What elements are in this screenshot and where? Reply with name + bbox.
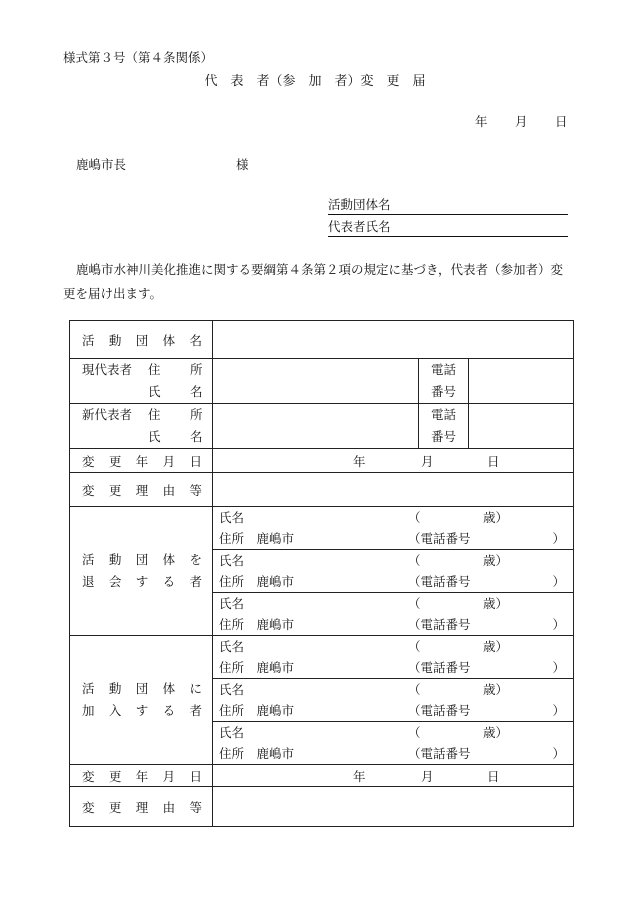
age-open: （ <box>408 510 421 525</box>
phone-close: ） <box>552 703 566 718</box>
phone-open: （電話番号 <box>408 617 471 632</box>
person-address-label: 住所 鹿嶋市 <box>219 531 295 546</box>
change-date-row <box>70 449 574 473</box>
label-char: 活 <box>82 332 95 348</box>
person-address-line <box>213 528 573 549</box>
age-open: （ <box>408 682 421 697</box>
month-label: 月 <box>421 453 434 469</box>
label-char: 月 <box>162 768 176 784</box>
label-char: 団 <box>135 332 149 348</box>
label-char: す <box>135 574 149 589</box>
phone-open: （電話番号 <box>408 746 471 761</box>
phone-open: （電話番号 <box>408 574 471 589</box>
document-title: 代 表 者（参 加 者）変 更 届 <box>204 74 426 89</box>
new-rep-row <box>70 404 574 449</box>
age-close: 歳） <box>483 596 509 611</box>
phone-close: ） <box>552 574 566 589</box>
org-name-label-cell <box>70 321 213 359</box>
day-label: 日 <box>487 768 500 784</box>
age-close: 歳） <box>483 510 509 525</box>
name-a: 氏 <box>148 384 161 399</box>
label-char: す <box>135 703 149 718</box>
person-name-label: 氏名 <box>219 639 245 654</box>
label-char: 者 <box>189 703 202 718</box>
rep-name-label: 代表者氏名 <box>328 219 391 234</box>
label-char: 会 <box>108 574 122 589</box>
label-char: 名 <box>189 332 202 348</box>
label-char: 体 <box>162 552 176 567</box>
label-char: 年 <box>135 768 149 784</box>
person-name-line <box>213 593 573 614</box>
address-a: 住 <box>148 407 161 422</box>
current-rep-text: 現代表者 <box>82 362 133 377</box>
label-char: 者 <box>189 574 202 589</box>
person-address-line <box>213 571 573 592</box>
change-reason-row <box>70 473 574 507</box>
org-name-label: 活動団体名 <box>328 197 391 212</box>
label-char: 変 <box>82 799 95 815</box>
body-text: 鹿嶋市水神川美化推進に関する要綱第４条第２項の規定に基づき，代表者（参加者）変更を届け出ます。 <box>63 262 564 301</box>
person-address-label: 住所 鹿嶋市 <box>219 703 295 718</box>
change-date-label-2 <box>70 765 213 787</box>
month-label: 月 <box>421 768 434 784</box>
phone-open: （電話番号 <box>408 703 471 718</box>
age-open: （ <box>408 639 421 654</box>
withdraw-row-1 <box>70 507 574 550</box>
label-char: 理 <box>135 482 149 498</box>
label-char: 更 <box>108 768 122 784</box>
label-char: 動 <box>108 681 122 696</box>
label-char: 月 <box>162 453 176 469</box>
rep-name-signature-line[interactable] <box>328 217 568 237</box>
current-phone-input[interactable] <box>469 359 574 404</box>
change-date-row-2 <box>70 765 574 787</box>
person-address-label: 住所 鹿嶋市 <box>219 617 295 632</box>
label-char: 更 <box>108 799 122 815</box>
date-day: 日 <box>555 114 568 129</box>
label-char: 年 <box>135 453 149 469</box>
phone-a: 電話 <box>430 407 456 422</box>
person-address-label: 住所 鹿嶋市 <box>219 660 295 675</box>
label-char: 更 <box>108 453 122 469</box>
person-name-line <box>213 550 573 571</box>
label-char: 体 <box>162 332 176 348</box>
current-phone-label <box>419 359 469 404</box>
withdraw-person-3[interactable] <box>213 593 574 636</box>
age-close: 歳） <box>483 639 509 654</box>
phone-b: 番号 <box>430 384 456 399</box>
person-name-label: 氏名 <box>219 510 245 525</box>
label-char: る <box>162 703 176 718</box>
year-label: 年 <box>353 453 366 469</box>
label-char: 由 <box>162 799 176 815</box>
age-close: 歳） <box>483 682 509 697</box>
change-date-label <box>70 449 213 473</box>
withdraw-label <box>70 507 213 636</box>
new-rep-text: 新代表者 <box>82 407 133 422</box>
current-rep-row <box>70 359 574 404</box>
form-number: 様式第３号（第４条関係） <box>63 50 214 65</box>
age-open: （ <box>408 725 421 740</box>
phone-close: ） <box>552 531 566 546</box>
phone-close: ） <box>552 660 566 675</box>
org-name-row <box>70 321 574 359</box>
change-form-table <box>69 320 574 827</box>
change-reason-row-2 <box>70 787 574 827</box>
new-phone-input[interactable] <box>469 404 574 449</box>
label-char: 退 <box>82 574 95 589</box>
phone-open: （電話番号 <box>408 531 471 546</box>
honorific: 様 <box>236 157 249 172</box>
person-address-line <box>213 700 573 721</box>
change-reason-label-2 <box>70 787 213 827</box>
org-name-input[interactable] <box>213 321 574 359</box>
label-char: 変 <box>82 453 95 469</box>
label-char: 団 <box>135 681 149 696</box>
withdraw-person-2[interactable] <box>213 550 574 593</box>
label-char: 更 <box>108 482 122 498</box>
label-char: 変 <box>82 768 95 784</box>
label-char: 団 <box>135 552 149 567</box>
person-name-label: 氏名 <box>219 682 245 697</box>
join-row-1 <box>70 636 574 679</box>
date-year: 年 <box>475 114 488 129</box>
person-address-line <box>213 743 573 764</box>
person-name-line <box>213 722 573 743</box>
submission-date <box>475 112 568 130</box>
label-char: 理 <box>135 799 149 815</box>
label-char: 日 <box>189 453 202 469</box>
day-label: 日 <box>487 453 500 469</box>
address-a: 住 <box>148 362 161 377</box>
label-char: 活 <box>82 552 95 567</box>
phone-b: 番号 <box>430 429 456 444</box>
person-address-label: 住所 鹿嶋市 <box>219 746 295 761</box>
phone-open: （電話番号 <box>408 660 471 675</box>
change-date-input[interactable] <box>213 449 574 473</box>
person-address-line <box>213 614 573 635</box>
age-open: （ <box>408 596 421 611</box>
join-person-3[interactable] <box>213 722 574 765</box>
join-label <box>70 636 213 765</box>
address-b: 所 <box>190 407 203 422</box>
org-name-signature-line[interactable] <box>328 195 568 215</box>
change-reason-input-2[interactable] <box>213 787 574 827</box>
label-char: 等 <box>189 799 202 815</box>
date-month: 月 <box>515 114 528 129</box>
label-char: を <box>189 552 202 567</box>
label-char: 加 <box>82 703 95 718</box>
address-b: 所 <box>190 362 203 377</box>
current-rep-label <box>70 359 213 404</box>
person-address-label: 住所 鹿嶋市 <box>219 574 295 589</box>
person-name-line <box>213 679 573 700</box>
name-b: 名 <box>190 429 203 444</box>
name-a: 氏 <box>148 429 161 444</box>
label-char: 日 <box>189 768 202 784</box>
year-label: 年 <box>353 768 366 784</box>
person-name-line <box>213 636 573 657</box>
join-person-2[interactable] <box>213 679 574 722</box>
label-char: 活 <box>82 681 95 696</box>
phone-close: ） <box>552 617 566 632</box>
new-rep-input[interactable] <box>213 404 419 449</box>
age-close: 歳） <box>483 553 509 568</box>
label-char: 変 <box>82 482 95 498</box>
label-char: 入 <box>108 703 122 718</box>
change-date-input-2[interactable] <box>213 765 574 787</box>
person-name-label: 氏名 <box>219 553 245 568</box>
phone-close: ） <box>552 746 566 761</box>
new-rep-label <box>70 404 213 449</box>
person-name-label: 氏名 <box>219 596 245 611</box>
age-open: （ <box>408 553 421 568</box>
label-char: 由 <box>162 482 176 498</box>
person-name-label: 氏名 <box>219 725 245 740</box>
phone-a: 電話 <box>430 362 456 377</box>
label-char: 動 <box>108 332 122 348</box>
person-name-line <box>213 507 573 528</box>
change-reason-label <box>70 473 213 507</box>
addressee <box>76 155 249 173</box>
label-char: 動 <box>108 552 122 567</box>
label-char: 等 <box>189 482 202 498</box>
change-reason-input[interactable] <box>213 473 574 507</box>
name-b: 名 <box>190 384 203 399</box>
join-person-1[interactable] <box>213 636 574 679</box>
label-char: 体 <box>162 681 176 696</box>
person-address-line <box>213 657 573 678</box>
new-phone-label <box>419 404 469 449</box>
label-char: に <box>189 681 202 696</box>
age-close: 歳） <box>483 725 509 740</box>
addressee-name: 鹿嶋市長 <box>76 157 127 172</box>
label-char: る <box>162 574 176 589</box>
withdraw-person-1[interactable] <box>213 507 574 550</box>
current-rep-input[interactable] <box>213 359 419 404</box>
